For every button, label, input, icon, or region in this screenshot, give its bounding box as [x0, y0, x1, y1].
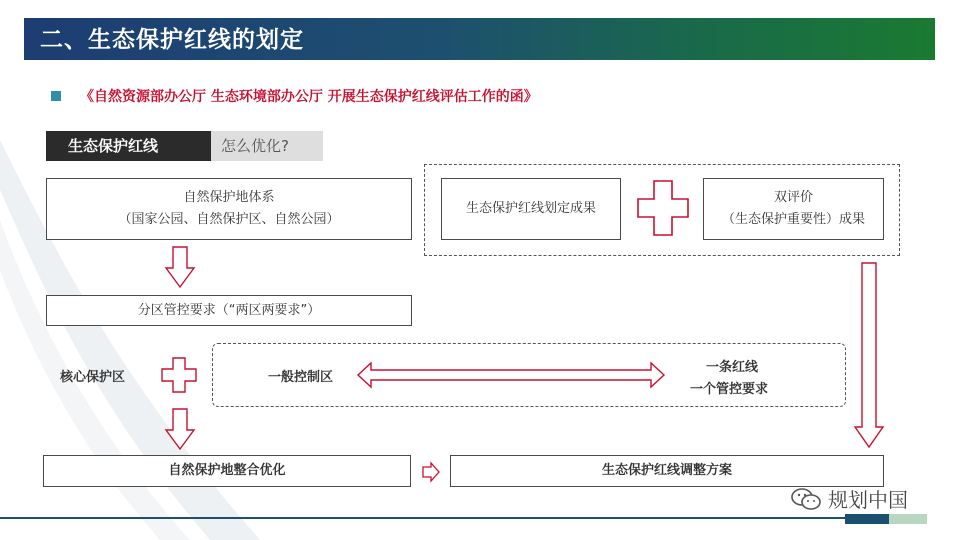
nature-reserve-system-box	[46, 178, 412, 240]
redline-result-label: 生态保护红线划定成果	[465, 201, 596, 216]
arrow-down-icon	[165, 408, 195, 450]
double-arrow-icon	[357, 362, 665, 388]
zoning-label: 分区管控要求（“两区两要求”）	[137, 302, 321, 318]
arrow-down-icon	[165, 246, 195, 288]
arrow-down-icon	[854, 262, 884, 448]
nature-system-detail: （国家公园、自然保护区、自然公园）	[118, 212, 340, 227]
integration-label: 自然保护地整合优化	[168, 463, 286, 478]
plus-icon	[637, 180, 689, 236]
watermark-text: 规划中国	[828, 488, 908, 512]
footer-accent-light	[889, 514, 927, 524]
wechat-icon	[790, 487, 822, 511]
adjustment-label: 生态保护红线调整方案	[601, 463, 732, 478]
dual-eval-title: 双评价	[773, 190, 813, 205]
integration-optimization-box	[43, 455, 411, 487]
arrow-right-icon	[422, 462, 440, 482]
adjustment-plan-box	[450, 455, 884, 487]
plus-icon	[161, 357, 197, 393]
one-control-label: 一个管控要求	[690, 382, 769, 397]
square-bullet-icon	[51, 91, 61, 101]
document-subtitle: 《自然资源部办公厅 生态环境部办公厅 开展生态保护红线评估工作的函》	[80, 89, 538, 105]
general-zone-label: 一般控制区	[268, 370, 334, 385]
tab-how-optimize: 怎么优化?	[211, 131, 323, 161]
dual-eval-detail: （生态保护重要性）成果	[721, 212, 865, 227]
page-title: 二、生态保护红线的划定	[40, 27, 304, 53]
footer-accent-dark	[845, 514, 889, 524]
one-redline-label: 一条红线	[706, 360, 759, 375]
dual-evaluation-box	[703, 178, 884, 240]
footer-line	[0, 517, 845, 519]
zoning-control-box	[46, 295, 412, 326]
core-zone-label: 核心保护区	[60, 370, 126, 385]
nature-system-title: 自然保护地体系	[183, 190, 275, 205]
redline-result-box	[441, 178, 621, 240]
watermark	[790, 484, 908, 513]
tab-redline: 生态保护红线	[46, 131, 211, 161]
